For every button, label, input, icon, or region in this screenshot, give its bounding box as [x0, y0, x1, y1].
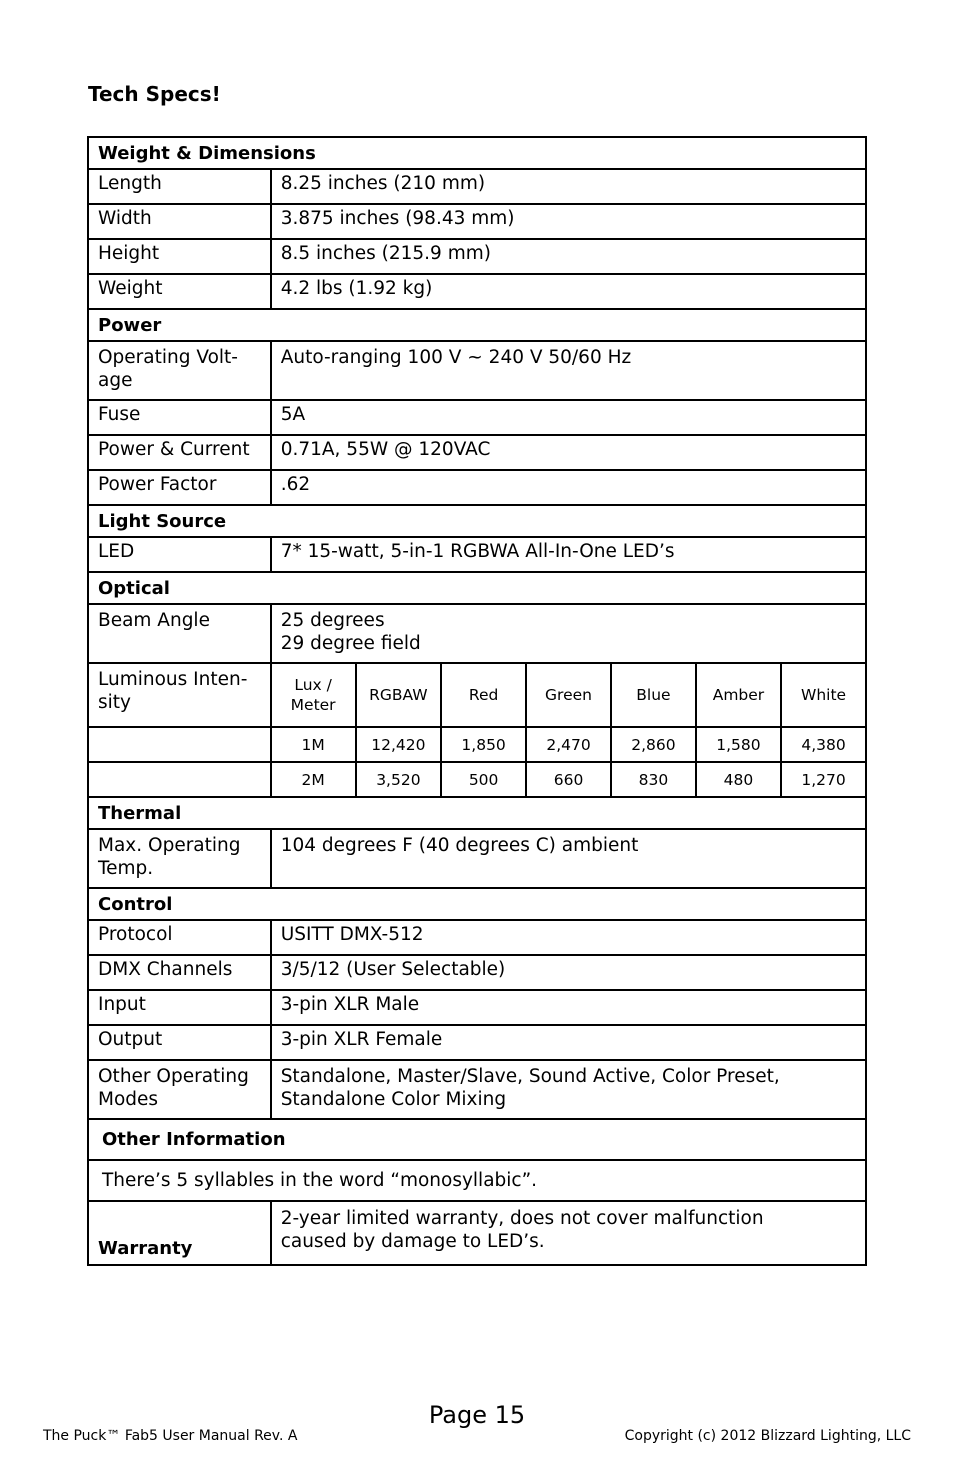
label-line: Luminous Inten-	[98, 669, 248, 690]
value-line: 25 degrees	[280, 610, 385, 631]
table-row	[88, 239, 866, 274]
spec-value: 7* 15-watt, 5-in-1 RGBWA All-In-One LED’s	[271, 537, 866, 572]
table-row	[88, 537, 866, 572]
spec-value: Auto-ranging 100 V ~ 240 V 50/60 Hz	[271, 341, 866, 400]
table-row	[88, 435, 866, 470]
column-header-red: Red	[441, 663, 526, 727]
label-line: Other Operating	[98, 1066, 249, 1087]
table-row	[88, 400, 866, 435]
value-line: caused by damage to LED’s.	[280, 1231, 545, 1252]
table-row	[88, 169, 866, 204]
column-header-amber: Amber	[696, 663, 781, 727]
note-text: There’s 5 syllables in the word “monosyllabic”.	[88, 1160, 866, 1201]
section-row	[88, 137, 866, 169]
spec-value: 4.2 lbs (1.92 kg)	[271, 274, 866, 309]
column-header-white: White	[781, 663, 866, 727]
section-header-other-information: Other Information	[88, 1119, 866, 1160]
table-row	[88, 274, 866, 309]
spec-label: Height	[88, 239, 271, 274]
lux-cell: 1,580	[696, 727, 781, 762]
lux-cell: 1,850	[441, 727, 526, 762]
spec-value: 104 degrees F (40 degrees C) ambient	[271, 829, 866, 888]
table-row	[88, 204, 866, 239]
spec-value: 5A	[271, 400, 866, 435]
table-row	[88, 470, 866, 505]
spec-label: Length	[88, 169, 271, 204]
spec-label: Power Factor	[88, 470, 271, 505]
lux-cell: 500	[441, 762, 526, 797]
spec-label: LED	[88, 537, 271, 572]
empty-label-cell	[88, 727, 271, 762]
section-row	[88, 1119, 866, 1160]
table-row	[88, 604, 866, 663]
spec-value: 3-pin XLR Male	[271, 990, 866, 1025]
label-line: Temp.	[98, 858, 154, 879]
column-header-rgbaw: RGBAW	[356, 663, 442, 727]
section-header-control: Control	[88, 888, 866, 920]
luminous-row	[88, 762, 866, 797]
section-header-optical: Optical	[88, 572, 866, 604]
table-row	[88, 1025, 866, 1060]
label-line: sity	[98, 692, 131, 713]
footer-copyright: Copyright (c) 2012 Blizzard Lighting, LLC	[624, 1428, 911, 1444]
section-header-power: Power	[88, 309, 866, 341]
lux-cell: 12,420	[356, 727, 442, 762]
spec-label: Output	[88, 1025, 271, 1060]
footer-manual-title: The Puck™ Fab5 User Manual Rev. A	[43, 1428, 298, 1444]
spec-value	[271, 1060, 866, 1119]
section-row	[88, 572, 866, 604]
spec-value: .62	[271, 470, 866, 505]
spec-value: 8.5 inches (215.9 mm)	[271, 239, 866, 274]
page-number: Page 15	[428, 1401, 526, 1429]
spec-label: Fuse	[88, 400, 271, 435]
spec-label: DMX Channels	[88, 955, 271, 990]
header-line: Meter	[290, 696, 336, 714]
label-line: Max. Operating	[98, 835, 241, 856]
spec-label	[88, 341, 271, 400]
table-row	[88, 1060, 866, 1119]
spec-label	[88, 663, 271, 727]
section-row	[88, 505, 866, 537]
table-row	[88, 955, 866, 990]
table-row	[88, 920, 866, 955]
value-line: 2-year limited warranty, does not cover malfunction	[280, 1208, 764, 1229]
table-row	[88, 990, 866, 1025]
luminous-row	[88, 727, 866, 762]
section-header-thermal: Thermal	[88, 797, 866, 829]
lux-cell: 830	[611, 762, 696, 797]
value-line: Standalone Color Mixing	[280, 1089, 507, 1110]
spec-value: 3/5/12 (User Selectable)	[271, 955, 866, 990]
lux-cell: 3,520	[356, 762, 442, 797]
section-row	[88, 309, 866, 341]
section-header-weight: Weight & Dimensions	[88, 137, 866, 169]
spec-value	[271, 1201, 866, 1265]
section-row	[88, 888, 866, 920]
column-header-lux	[271, 663, 356, 727]
spec-label: Width	[88, 204, 271, 239]
lux-cell: 480	[696, 762, 781, 797]
table-row	[88, 829, 866, 888]
spec-label	[88, 829, 271, 888]
empty-label-cell	[88, 762, 271, 797]
column-header-green: Green	[526, 663, 611, 727]
label-line: age	[98, 370, 133, 391]
spec-label: Protocol	[88, 920, 271, 955]
lux-cell: 1,270	[781, 762, 866, 797]
column-header-blue: Blue	[611, 663, 696, 727]
spec-label	[88, 1060, 271, 1119]
table-row	[88, 341, 866, 400]
value-line: Standalone, Master/Slave, Sound Active, Color Preset,	[280, 1066, 780, 1087]
spec-label: Weight	[88, 274, 271, 309]
spec-value: 3-pin XLR Female	[271, 1025, 866, 1060]
table-row	[88, 1201, 866, 1265]
lux-cell: 4,380	[781, 727, 866, 762]
value-line: 29 degree field	[280, 633, 421, 654]
spec-label: Beam Angle	[88, 604, 271, 663]
header-line: Lux /	[294, 676, 332, 694]
spec-value: 3.875 inches (98.43 mm)	[271, 204, 866, 239]
spec-value	[271, 604, 866, 663]
section-header-light-source: Light Source	[88, 505, 866, 537]
lux-cell: 660	[526, 762, 611, 797]
spec-label-warranty: Warranty	[88, 1201, 271, 1265]
spec-value: 0.71A, 55W @ 120VAC	[271, 435, 866, 470]
lux-cell: 1M	[271, 727, 356, 762]
spec-value: 8.25 inches (210 mm)	[271, 169, 866, 204]
lux-cell: 2M	[271, 762, 356, 797]
spec-label: Input	[88, 990, 271, 1025]
lux-cell: 2,470	[526, 727, 611, 762]
page-title: Tech Specs!	[88, 82, 221, 106]
section-row	[88, 797, 866, 829]
tech-specs-table	[87, 136, 867, 1266]
label-line: Operating Volt-	[98, 347, 238, 368]
luminous-header-row	[88, 663, 866, 727]
label-line: Modes	[98, 1089, 159, 1110]
lux-cell: 2,860	[611, 727, 696, 762]
note-row	[88, 1160, 866, 1201]
spec-value: USITT DMX-512	[271, 920, 866, 955]
spec-label: Power & Current	[88, 435, 271, 470]
